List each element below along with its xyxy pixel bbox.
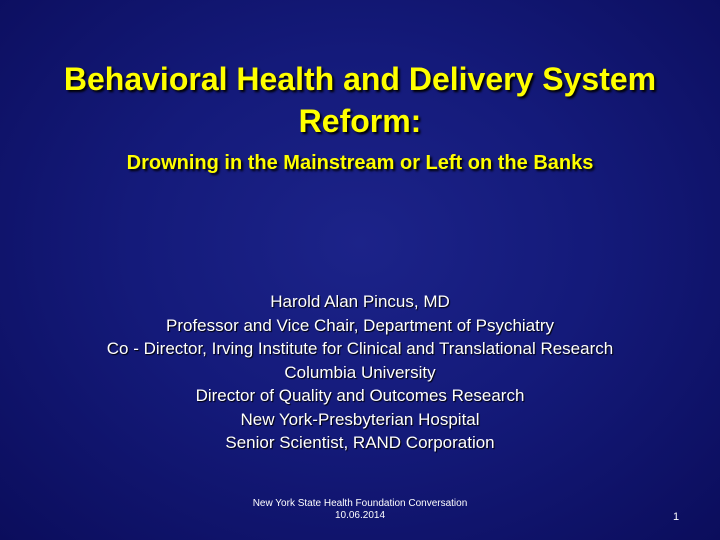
- slide-footer: [0, 498, 720, 522]
- author-affiliation: Professor and Vice Chair, Department of Psychiatry: [165, 315, 555, 335]
- footer-date: 10.06.2014: [334, 510, 386, 521]
- author-info: [0, 290, 720, 455]
- author-name: Harold Alan Pincus, MD: [270, 292, 450, 311]
- footer-event: New York State Health Foundation Conversation: [252, 498, 468, 509]
- author-affiliation: Director of Quality and Outcomes Research: [195, 386, 525, 405]
- author-affiliation: New York-Presbyterian Hospital: [240, 409, 480, 429]
- slide-number: 1: [672, 511, 680, 523]
- author-affiliation: Senior Scientist, RAND Corporation: [225, 433, 495, 452]
- slide-title-line: Reform:: [298, 103, 422, 139]
- slide-subtitle: Drowning in the Mainstream or Left on the Banks: [126, 152, 594, 174]
- author-affiliation: Co - Director, Irving Institute for Clinical and Translational Research: [106, 339, 614, 358]
- slide-title-line: Behavioral Health and Delivery System: [63, 61, 657, 97]
- slide-title: [0, 58, 720, 142]
- author-affiliation: Columbia University: [284, 362, 436, 382]
